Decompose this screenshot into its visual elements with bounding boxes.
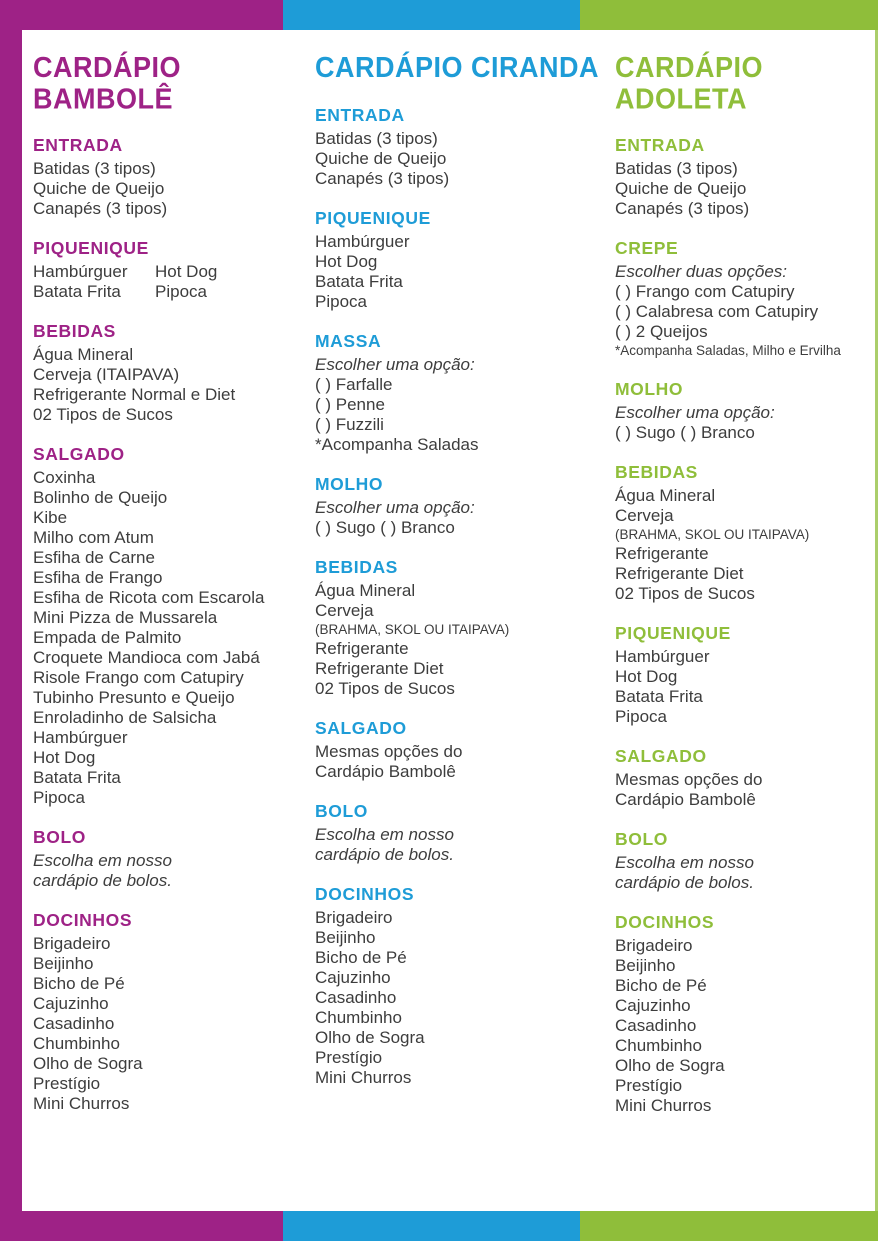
menu-item: Beijinho: [615, 956, 676, 975]
section-bebidas: [615, 462, 875, 604]
left-border: [0, 30, 22, 1211]
menu-content: [22, 30, 875, 1211]
menu-title: CARDÁPIO ADOLETA: [615, 52, 764, 115]
note-text: *Acompanha Saladas, Milho e Ervilha: [615, 343, 841, 358]
section-heading: BEBIDAS: [315, 557, 398, 577]
instruction-text: Escolha em nosso: [615, 853, 754, 872]
menu-item: Kibe: [33, 508, 68, 527]
section-bebidas: [33, 321, 315, 425]
menu-column-ciranda: [315, 52, 615, 1211]
menu-item: ( ) Fuzzili: [315, 415, 384, 434]
section-piquenique: [315, 208, 615, 312]
menu-item: Beijinho: [315, 928, 376, 947]
menu-item: Canapés (3 tipos): [615, 199, 750, 218]
bottom-border-bar: [0, 1211, 878, 1241]
menu-item-pair: [33, 282, 315, 302]
menu-item: Esfiha de Frango: [33, 568, 163, 587]
instruction-text: Escolher uma opção:: [315, 355, 475, 374]
menu-item: Cerveja: [315, 601, 374, 620]
section-heading: MOLHO: [615, 379, 684, 399]
menu-item: Quiche de Queijo: [33, 179, 165, 198]
section-docinhos: [33, 910, 315, 1114]
menu-item: Mini Churros: [315, 1068, 412, 1087]
menu-item: Batidas (3 tipos): [315, 129, 438, 148]
section-heading: DOCINHOS: [315, 884, 415, 904]
menu-item: Água Mineral: [315, 581, 416, 600]
section-heading: PIQUENIQUE: [315, 208, 431, 228]
section-piquenique: [615, 623, 875, 727]
section-salgado: [615, 746, 875, 810]
menu-item: Refrigerante: [615, 544, 709, 563]
menu-item: Prestígio: [33, 1074, 101, 1093]
menu-item: Batata Frita: [33, 768, 121, 787]
menu-item: Chumbinho: [33, 1034, 120, 1053]
menu-item: Água Mineral: [615, 486, 716, 505]
section-heading: MASSA: [315, 331, 382, 351]
menu-item: ( ) 2 Queijos: [615, 322, 708, 341]
section-docinhos: [615, 912, 875, 1116]
menu-item: Canapés (3 tipos): [33, 199, 168, 218]
menu-item: Quiche de Queijo: [315, 149, 447, 168]
bottom-bar-segment-green: [580, 1211, 878, 1241]
instruction-text: Escolha em nosso: [315, 825, 454, 844]
section-bolo: [33, 827, 315, 891]
menu-item: 02 Tipos de Sucos: [615, 584, 755, 603]
menu-item: Refrigerante: [315, 639, 409, 658]
section-heading: BOLO: [315, 801, 368, 821]
menu-item: *Acompanha Saladas: [315, 435, 479, 454]
menu-item: Coxinha: [33, 468, 96, 487]
menu-item: Refrigerante Diet: [615, 564, 744, 583]
menu-item: Empada de Palmito: [33, 628, 182, 647]
menu-item: Hambúrguer: [33, 262, 128, 281]
section-entrada: [315, 105, 615, 189]
menu-item: Refrigerante Diet: [315, 659, 444, 678]
menu-column-bambole: [33, 52, 315, 1211]
section-salgado: [33, 444, 315, 808]
section-salgado: [315, 718, 615, 782]
menu-item: Cajuzinho: [615, 996, 691, 1015]
menu-item: Pipoca: [33, 788, 85, 807]
section-heading: PIQUENIQUE: [615, 623, 731, 643]
menu-item: Cerveja: [615, 506, 674, 525]
menu-item: Beijinho: [33, 954, 94, 973]
menu-item: Mini Pizza de Mussarela: [33, 608, 218, 627]
menu-item: Bicho de Pé: [315, 948, 407, 967]
menu-item: Batata Frita: [33, 282, 121, 301]
menu-item: Cerveja (ITAIPAVA): [33, 365, 180, 384]
section-entrada: [33, 135, 315, 219]
section-heading: SALGADO: [315, 718, 407, 738]
section-crepe: [615, 238, 875, 360]
menu-item: 02 Tipos de Sucos: [33, 405, 173, 424]
menu-column-adoleta: [615, 52, 875, 1211]
instruction-text: Escolher uma opção:: [615, 403, 775, 422]
bottom-bar-segment-blue: [283, 1211, 580, 1241]
section-heading: ENTRADA: [615, 135, 705, 155]
menu-item: Água Mineral: [33, 345, 134, 364]
menu-item-pair: [33, 262, 315, 282]
menu-item: ( ) Farfalle: [315, 375, 393, 394]
section-entrada: [615, 135, 875, 219]
instruction-text: Escolher uma opção:: [315, 498, 475, 517]
menu-item: ( ) Penne: [315, 395, 385, 414]
menu-item: Brigadeiro: [33, 934, 111, 953]
menu-item: Milho com Atum: [33, 528, 154, 547]
menu-item: Cardápio Bambolê: [315, 762, 456, 781]
menu-item: ( ) Frango com Catupiry: [615, 282, 795, 301]
section-heading: SALGADO: [615, 746, 707, 766]
section-heading: ENTRADA: [315, 105, 405, 125]
menu-item: Prestígio: [315, 1048, 383, 1067]
section-piquenique: [33, 238, 315, 302]
menu-item: Olho de Sogra: [315, 1028, 425, 1047]
menu-item: Hambúrguer: [615, 647, 710, 666]
menu-item: ( ) Sugo ( ) Branco: [615, 423, 755, 442]
section-heading: PIQUENIQUE: [33, 238, 149, 258]
menu-item: Esfiha de Ricota com Escarola: [33, 588, 265, 607]
section-heading: ENTRADA: [33, 135, 123, 155]
section-heading: BOLO: [33, 827, 86, 847]
menu-item: Bolinho de Queijo: [33, 488, 168, 507]
section-heading: CREPE: [615, 238, 679, 258]
menu-item: Mesmas opções do: [615, 770, 763, 789]
menu-item: Bicho de Pé: [615, 976, 707, 995]
section-heading: SALGADO: [33, 444, 125, 464]
menu-item: Bicho de Pé: [33, 974, 125, 993]
menu-item: Batata Frita: [315, 272, 403, 291]
menu-item: Olho de Sogra: [33, 1054, 143, 1073]
menu-item: Chumbinho: [315, 1008, 402, 1027]
instruction-text: cardápio de bolos.: [315, 845, 454, 864]
section-bolo: [315, 801, 615, 865]
menu-item: Batidas (3 tipos): [33, 159, 156, 178]
section-heading: BOLO: [615, 829, 668, 849]
top-bar-segment-blue: [283, 0, 580, 30]
section-heading: DOCINHOS: [33, 910, 133, 930]
menu-item: Risole Frango com Catupiry: [33, 668, 244, 687]
section-bebidas: [315, 557, 615, 699]
menu-item: Refrigerante Normal e Diet: [33, 385, 236, 404]
menu-item: Mini Churros: [615, 1096, 712, 1115]
menu-item: Batata Frita: [615, 687, 703, 706]
menu-item: Tubinho Presunto e Queijo: [33, 688, 235, 707]
menu-item: Mini Churros: [33, 1094, 130, 1113]
section-molho: [615, 379, 875, 443]
menu-item: Esfiha de Carne: [33, 548, 155, 567]
instruction-text: Escolha em nosso: [33, 851, 172, 870]
menu-item: ( ) Sugo ( ) Branco: [315, 518, 455, 537]
menu-item: 02 Tipos de Sucos: [315, 679, 455, 698]
section-heading: DOCINHOS: [615, 912, 715, 932]
section-heading: BEBIDAS: [33, 321, 116, 341]
menu-item: Olho de Sogra: [615, 1056, 725, 1075]
section-molho: [315, 474, 615, 538]
section-docinhos: [315, 884, 615, 1088]
top-bar-segment-green: [580, 0, 878, 30]
menu-item: Hot Dog: [615, 667, 678, 686]
top-bar-segment-magenta: [0, 0, 283, 30]
menu-item: Hambúrguer: [33, 728, 128, 747]
menu-item: Casadinho: [315, 988, 397, 1007]
instruction-text: Escolher duas opções:: [615, 262, 787, 281]
menu-item: Pipoca: [315, 292, 367, 311]
menu-item: Brigadeiro: [315, 908, 393, 927]
menu-item: Hot Dog: [33, 748, 96, 767]
section-massa: [315, 331, 615, 455]
menu-item: Pipoca: [615, 707, 667, 726]
instruction-text: cardápio de bolos.: [615, 873, 754, 892]
menu-item: Hambúrguer: [315, 232, 410, 251]
top-border-bar: [0, 0, 878, 30]
menu-item: Casadinho: [33, 1014, 115, 1033]
menu-item: Hot Dog: [315, 252, 378, 271]
menu-item: Cardápio Bambolê: [615, 790, 756, 809]
menu-item: Cajuzinho: [315, 968, 391, 987]
menu-item: Casadinho: [615, 1016, 697, 1035]
menu-item: Croquete Mandioca com Jabá: [33, 648, 260, 667]
note-text: (BRAHMA, SKOL OU ITAIPAVA): [615, 527, 810, 542]
section-heading: MOLHO: [315, 474, 384, 494]
menu-item: Cajuzinho: [33, 994, 109, 1013]
section-heading: BEBIDAS: [615, 462, 698, 482]
note-text: (BRAHMA, SKOL OU ITAIPAVA): [315, 622, 510, 637]
menu-title: CARDÁPIO BAMBOLÊ: [33, 52, 182, 115]
instruction-text: cardápio de bolos.: [33, 871, 172, 890]
menu-item: Quiche de Queijo: [615, 179, 747, 198]
section-bolo: [615, 829, 875, 893]
menu-title: CARDÁPIO CIRANDA: [315, 52, 599, 84]
menu-item: Prestígio: [615, 1076, 683, 1095]
menu-item: Brigadeiro: [615, 936, 693, 955]
menu-item: Canapés (3 tipos): [315, 169, 450, 188]
menu-item: Hot Dog: [155, 262, 218, 281]
menu-item: Batidas (3 tipos): [615, 159, 738, 178]
menu-item: Chumbinho: [615, 1036, 702, 1055]
menu-item: Enroladinho de Salsicha: [33, 708, 217, 727]
menu-item: ( ) Calabresa com Catupiry: [615, 302, 819, 321]
bottom-bar-segment-magenta: [0, 1211, 283, 1241]
menu-item: Pipoca: [155, 282, 207, 301]
menu-item: Mesmas opções do: [315, 742, 463, 761]
